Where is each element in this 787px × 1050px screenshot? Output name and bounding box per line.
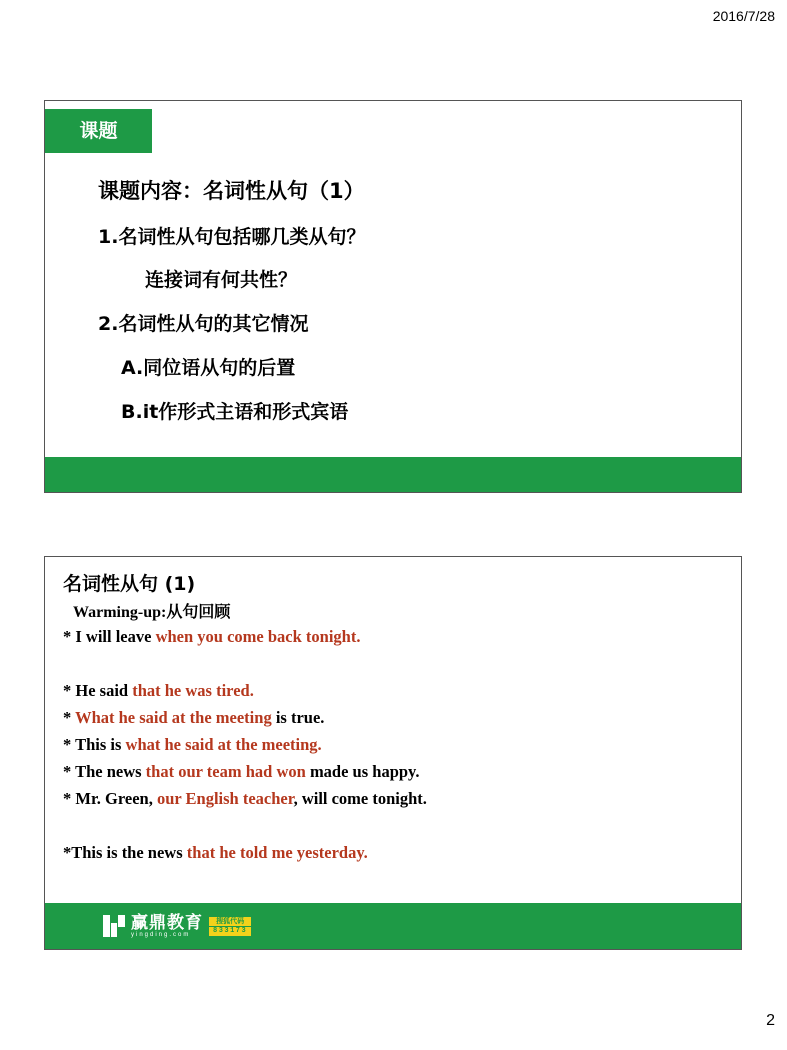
example-sentence: * Mr. Green, our English teacher, will come tonight. xyxy=(63,789,427,808)
badge-label: 搜狐代码 xyxy=(209,917,251,927)
logo-mark-icon xyxy=(103,915,125,937)
badge-code: 833173 xyxy=(209,927,251,936)
example-sentence: * What he said at the meeting is true. xyxy=(63,708,325,727)
slide-2 xyxy=(44,556,742,950)
question-2-b: B.it作形式主语和形式宾语 xyxy=(121,401,349,423)
slide-1 xyxy=(44,100,742,493)
logo-badge xyxy=(209,917,251,936)
warmup-heading: Warming-up:从句回顾 xyxy=(73,604,231,621)
print-date: 2016/7/28 xyxy=(712,8,775,24)
example-sentence: * The news that our team had won made us happy. xyxy=(63,762,420,781)
page-number: 2 xyxy=(766,1012,775,1029)
topic-heading: 课题内容：名词性从句（1） xyxy=(98,179,365,203)
question-1-sub: 连接词有何共性？ xyxy=(145,269,298,291)
question-2-a: A.同位语从句的后置 xyxy=(121,357,296,379)
example-sentence: * He said that he was tired. xyxy=(63,681,254,700)
example-sentence: *This is the news that he told me yesterday. xyxy=(63,843,368,862)
brand-logo xyxy=(103,911,251,941)
example-sentence: * I will leave when you come back tonight. xyxy=(63,627,361,646)
slide-footer-bar xyxy=(45,457,741,492)
logo-en-text: yingding.com xyxy=(131,931,191,938)
slide-2-title: 名词性从句 (1) xyxy=(63,573,196,595)
logo-cn-text: 赢鼎教育 xyxy=(131,912,203,933)
question-2: 2.名词性从句的其它情况 xyxy=(98,313,309,335)
slide-footer-bar xyxy=(45,903,741,949)
example-sentence: * This is what he said at the meeting. xyxy=(63,735,322,754)
question-1: 1.名词性从句包括哪几类从句？ xyxy=(98,226,366,248)
slide-title-tab: 课题 xyxy=(45,109,152,153)
